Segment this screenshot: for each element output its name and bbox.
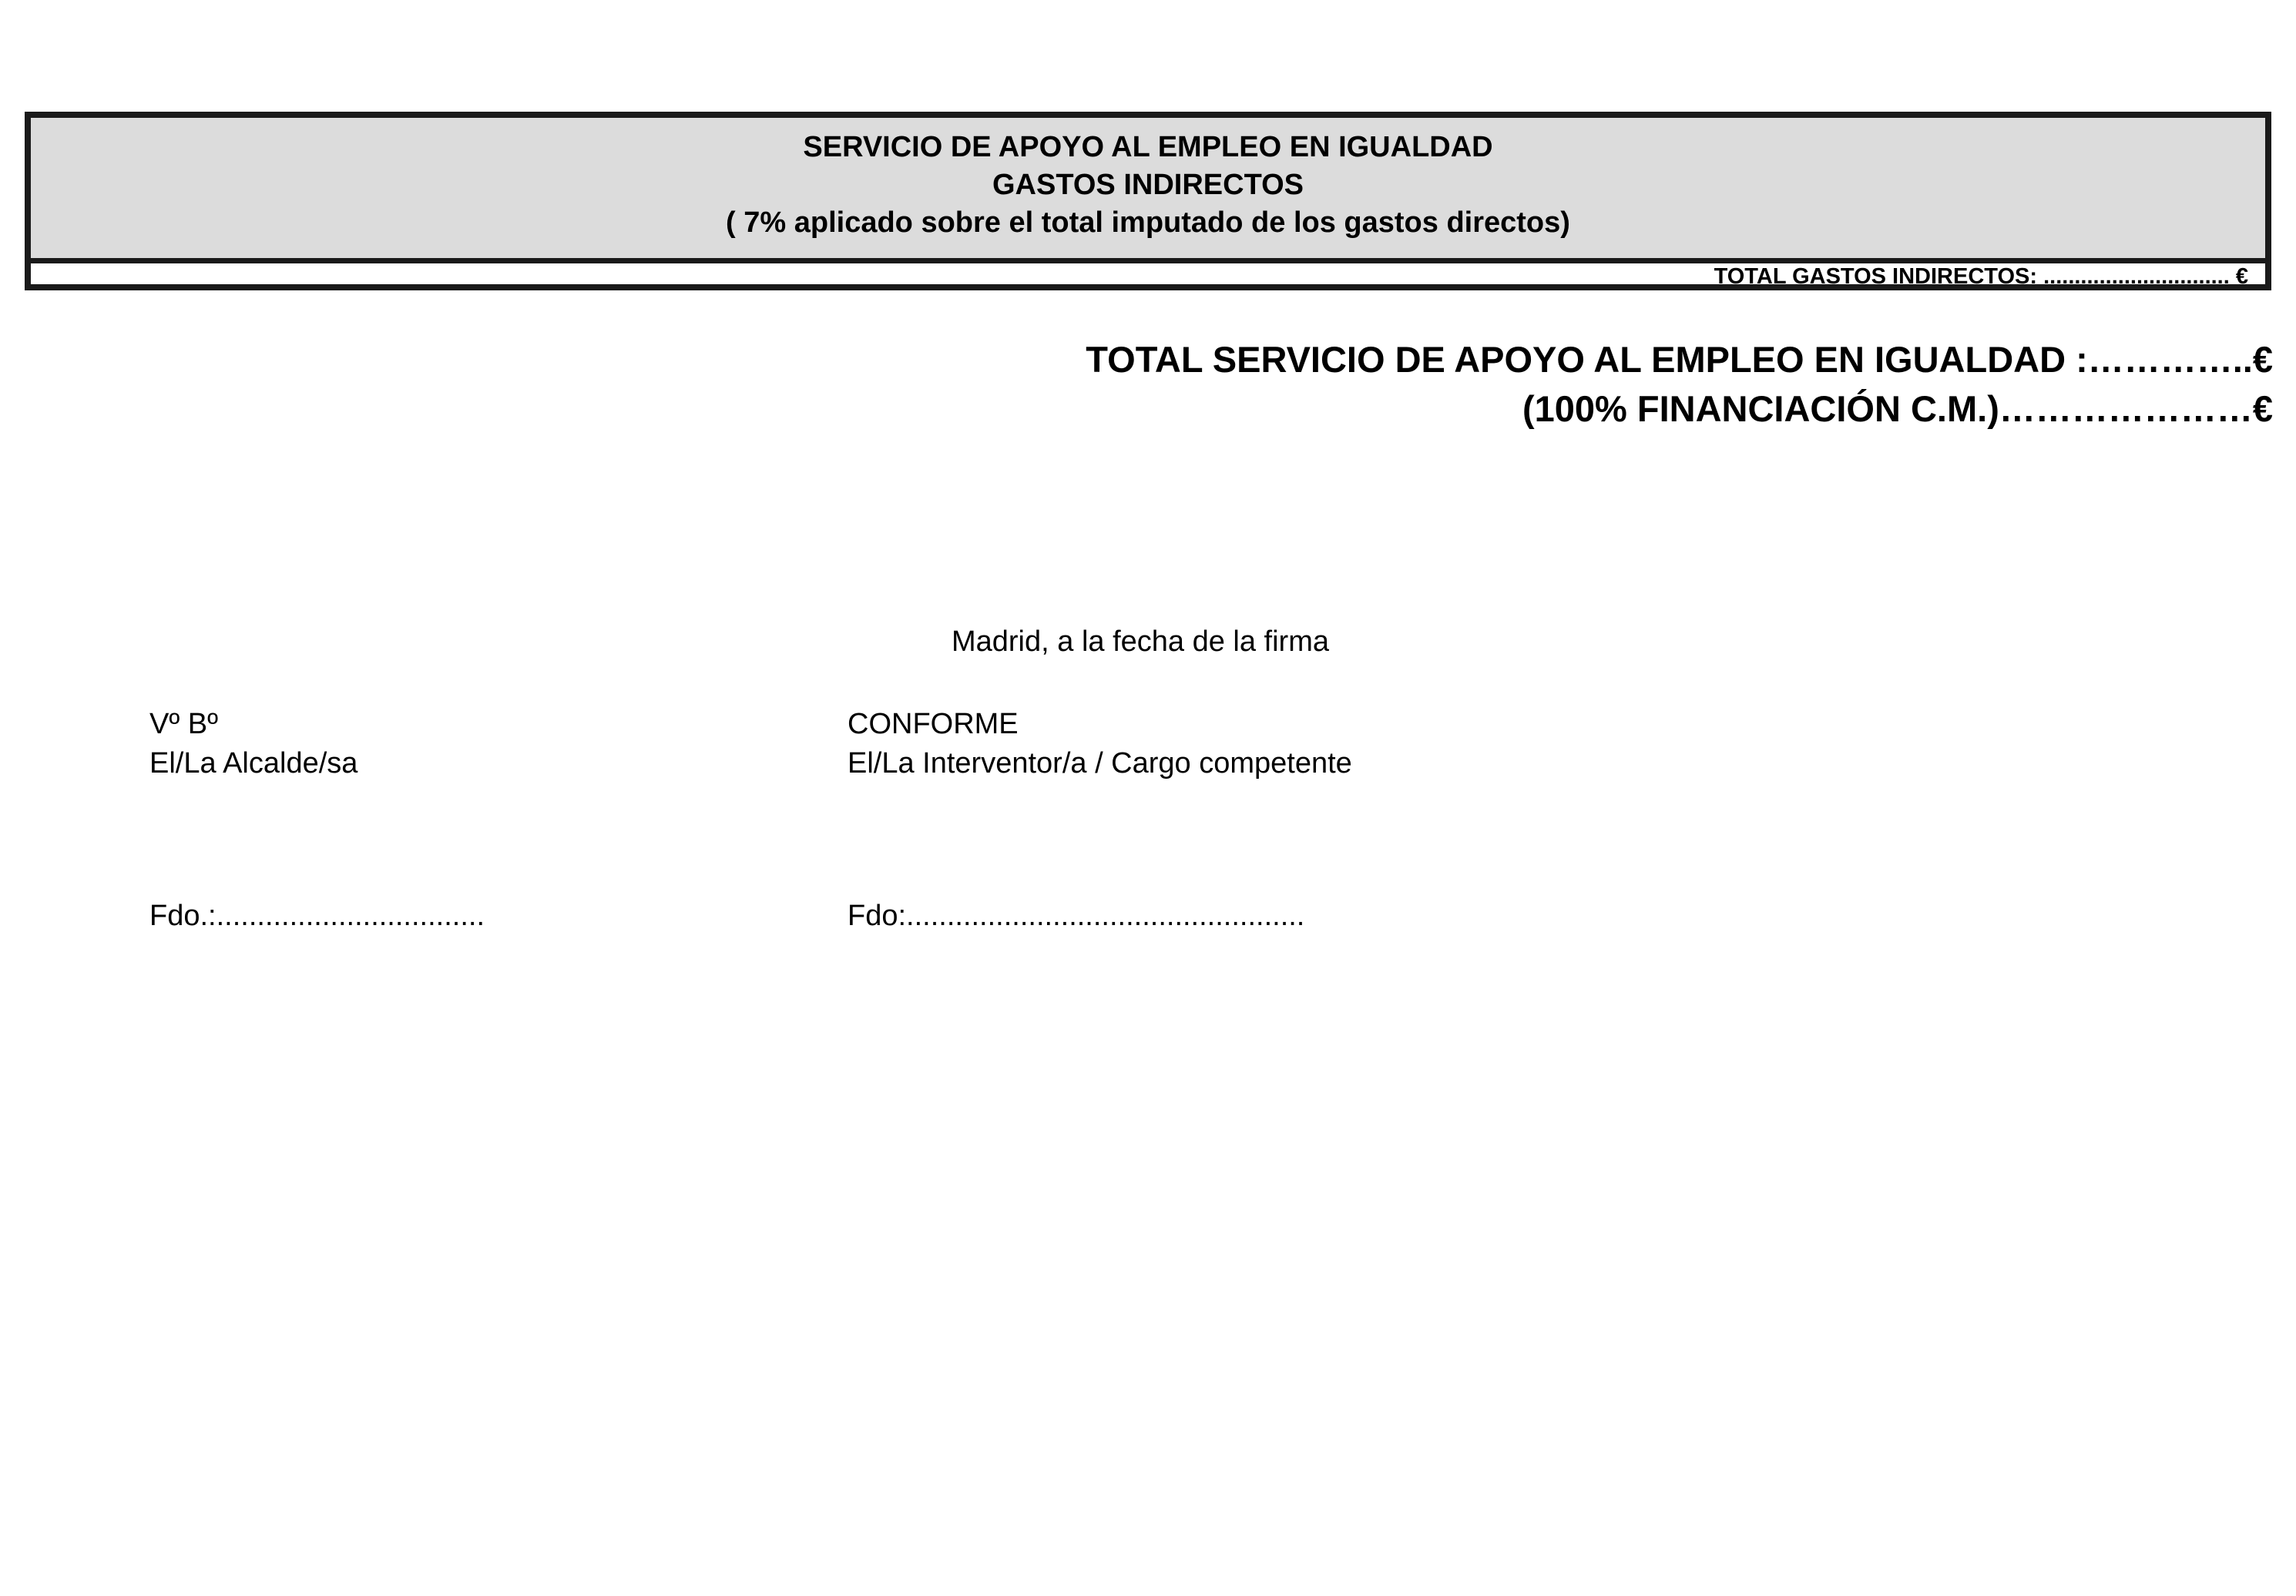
service-title: SERVICIO DE APOYO AL EMPLEO EN IGUALDAD bbox=[803, 131, 1493, 163]
auditor-signature-line: Fdo:................................................. bbox=[848, 900, 1305, 932]
indirect-costs-header bbox=[31, 118, 2265, 263]
signature-block-mayor bbox=[149, 705, 812, 783]
signature-block-auditor bbox=[848, 705, 1772, 783]
approval-heading: Vº Bº bbox=[149, 708, 219, 740]
auditor-role: El/La Interventor/a / Cargo competente bbox=[848, 747, 1352, 780]
total-indirect-costs: TOTAL GASTOS INDIRECTOS: .............................. € bbox=[1714, 264, 2248, 289]
mayor-role: El/La Alcalde/sa bbox=[149, 747, 358, 780]
service-totals bbox=[655, 335, 2273, 434]
financing-line: (100% FINANCIACIÓN C.M.)…………………€ bbox=[1522, 388, 2273, 429]
place-and-date: Madrid, a la fecha de la firma bbox=[951, 625, 1329, 658]
total-service-line: TOTAL SERVICIO DE APOYO AL EMPLEO EN IGUALDAD :…………..€ bbox=[1086, 339, 2273, 380]
conformity-heading: CONFORME bbox=[848, 708, 1019, 740]
indirect-costs-box bbox=[25, 112, 2271, 290]
section-note: ( 7% aplicado sobre el total imputado de los gastos directos) bbox=[726, 206, 1570, 239]
section-title: GASTOS INDIRECTOS bbox=[992, 169, 1304, 201]
mayor-signature-line: Fdo.:................................. bbox=[149, 900, 485, 932]
